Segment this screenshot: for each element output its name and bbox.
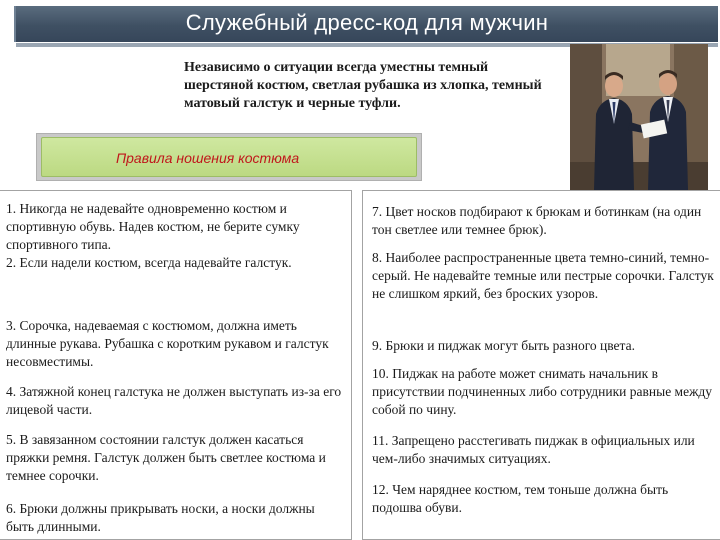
rule-item: 4. Затяжной конец галстука не должен выступать из-за его лицевой части. [6, 384, 342, 417]
title-bar [14, 6, 718, 42]
rules-heading-box [36, 133, 422, 181]
rule-item: 9. Брюки и пиджак могут быть разного цвета. [372, 338, 635, 353]
rules-heading: Правила ношения костюма [116, 150, 300, 166]
businessmen-photo [570, 44, 708, 190]
intro-text: Независимо о ситуации всегда уместны темный шерстяной костюм, светлая рубашка из хлопка, темный матовый галстук и черные туфли. [184, 60, 542, 111]
rule-item: 1. Никогда не надевайте одновременно костюм и спортивную обувь. Надев костюм, не берите сумку спортивного типа. [6, 201, 300, 252]
rule-item: 12. Чем наряднее костюм, тем тоньше должна быть подошва обуви. [372, 482, 669, 515]
rules-column-left [0, 190, 352, 540]
businessmen-illustration [570, 44, 708, 190]
rule-item: 6. Брюки должны прикрывать носки, а носки должны быть длинными. [6, 501, 315, 534]
rules-column-right [362, 190, 720, 540]
rule-item: 7. Цвет носков подбирают к брюкам и ботинкам (на один тон светлее или темнее брюк). [372, 204, 702, 237]
rule-item: 10. Пиджак на работе может снимать начальник в присутствии подчиненных либо сотрудники равные между собой по чину. [372, 366, 713, 417]
rule-item: 8. Наиболее распространенные цвета темно-синий, темно-серый. Не надевайте темные или пестрые сорочки. Галстук не слишком яркий, без броских узоров. [372, 250, 714, 301]
rule-item: 2. Если надели костюм, всегда надевайте галстук. [6, 255, 292, 270]
page-title: Служебный дресс-код для мужчин [185, 10, 549, 35]
rule-item: 3. Сорочка, надеваемая с костюмом, должна иметь длинные рукава. Рубашка с коротким рукавом и галстук несовместимы. [6, 318, 329, 369]
rule-item: 5. В завязанном состоянии галстук должен касаться пряжки ремня. Галстук должен быть светлее костюма и темнее сорочки. [6, 432, 326, 483]
rule-item: 11. Запрещено расстегивать пиджак в официальных или чем-либо значимых ситуациях. [372, 433, 695, 466]
